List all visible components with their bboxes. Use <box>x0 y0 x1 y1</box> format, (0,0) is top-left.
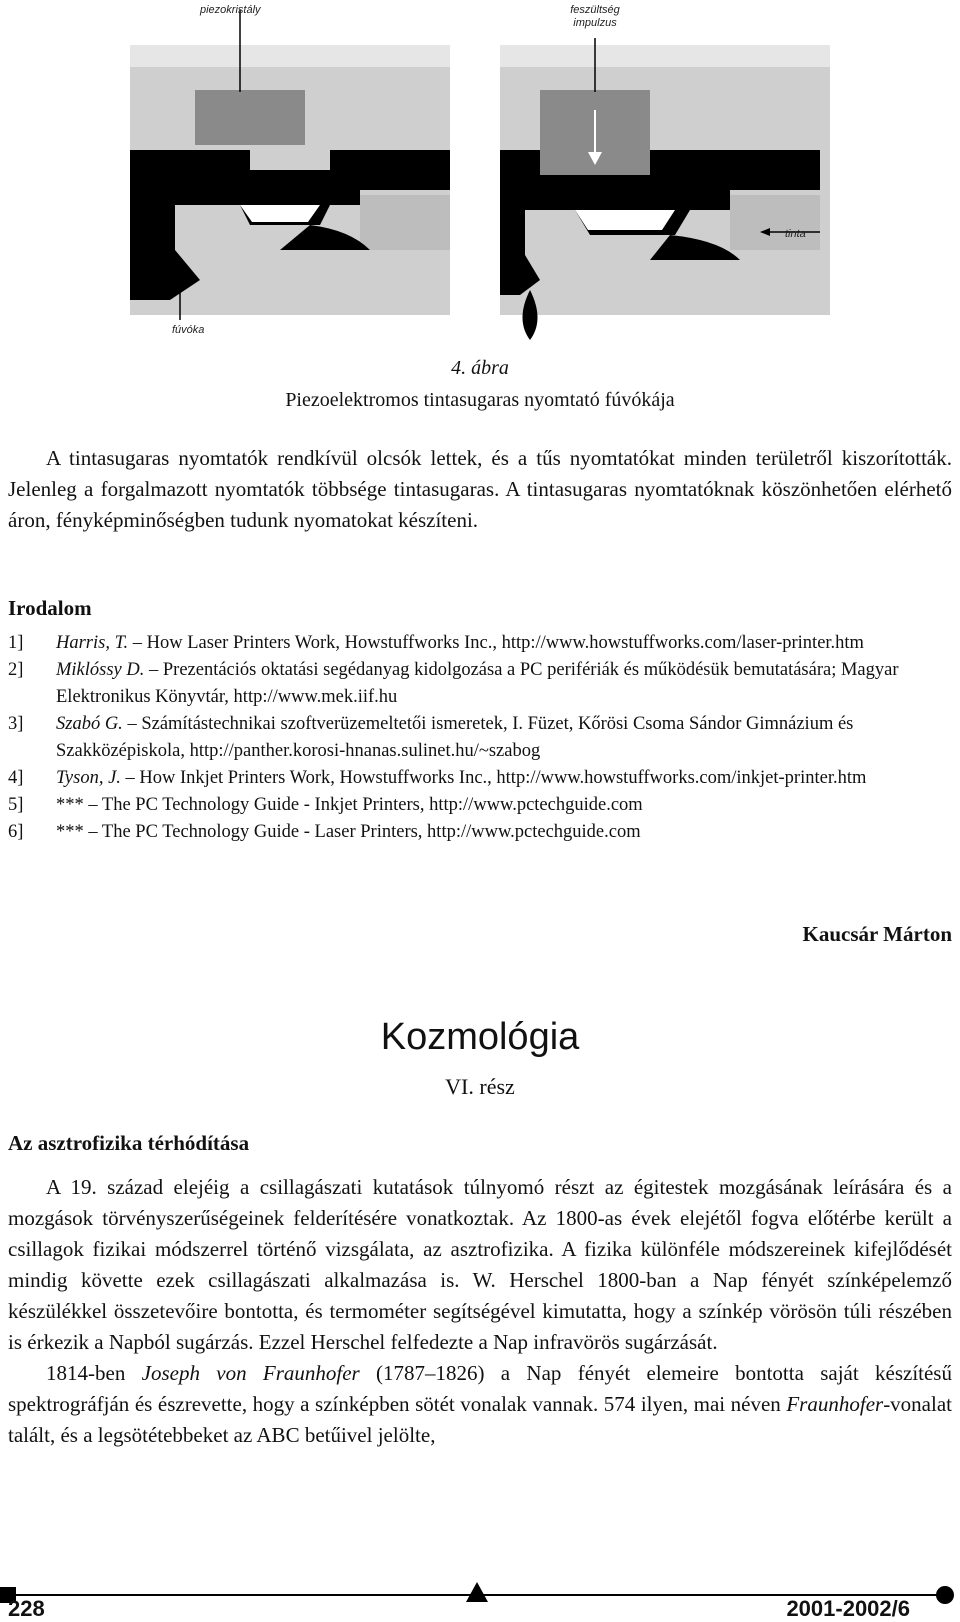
article-title: Kozmológia <box>380 1016 580 1058</box>
label-nozzle: fúvóka <box>172 324 205 336</box>
label-ink: tinta <box>785 228 806 240</box>
reference-item: 3] Szabó G. – Számítástechnikai szoftverüzemeltetői ismeretek, I. Füzet, Kőrösi Csoma Sándor Gimnázium és Szakközépiskola, http://panther.korosi-hnanas.sulinet.hu/~szabog <box>8 714 854 761</box>
section-heading: Az asztrofizika térhódítása <box>8 1131 250 1155</box>
article-paragraph-2: 1814-ben Joseph von Fraunhofer (1787–1826) a Nap fényét elemeire bontotta saját készítésű spektrográfján és észrevette, hogy a színképben sötét vonalak vannak. 574 ilyen, mai néven Fraunhofer-vonalat talált, és a legsötétebbeket az ABC betűivel jelölte, <box>8 1361 952 1447</box>
article-body <box>8 1172 952 1451</box>
reference-item: 6] *** – The PC Technology Guide - Laser Printers, http://www.pctechguide.com <box>8 822 641 842</box>
footer-circle-marker <box>936 1586 954 1604</box>
references-heading: Irodalom <box>8 596 92 620</box>
left-nozzle-diagram <box>130 45 450 320</box>
figure-caption: Piezoelektromos tintasugaras nyomtató fúvókája <box>285 389 675 411</box>
author-signature: Kaucsár Márton <box>802 922 952 946</box>
figure-number: 4. ábra <box>451 357 509 379</box>
right-nozzle-diagram <box>500 45 830 340</box>
piezo-nozzle-figure <box>130 0 850 360</box>
issue-number: 2001-2002/6 <box>786 1596 910 1621</box>
references-list <box>8 630 952 846</box>
label-piezo: piezokristály <box>200 4 261 16</box>
label-voltage-impulse: feszültség impulzus <box>570 4 620 29</box>
intro-paragraph: A tintasugaras nyomtatók rendkívül olcsók lettek, és a tűs nyomtatókat minden területről kiszorították. Jelenleg a forgalmazott nyomtatók többsége tintasugaras. A tintasugaras nyomtatóknak köszönhetően elérhető áron, fényképminőségben tudunk nyomatokat készíteni. <box>8 446 952 532</box>
reference-item: 4] Tyson, J. – How Inkjet Printers Work, Howstuffworks Inc., http://www.howstuffworks.com/inkjet-printer.htm <box>8 768 867 788</box>
page-number: 228 <box>8 1596 45 1621</box>
article-subtitle: VI. rész <box>445 1074 515 1099</box>
reference-item: 5] *** – The PC Technology Guide - Inkjet Printers, http://www.pctechguide.com <box>8 795 643 815</box>
reference-item: 2] Miklóssy D. – Prezentációs oktatási segédanyag kidolgozása a PC perifériák és működésük bemutatására; Magyar Elektronikus Könyvtár, http://www.mek.iif.hu <box>8 660 899 707</box>
footer-triangle-marker <box>466 1582 488 1602</box>
reference-item: 1] Harris, T. – How Laser Printers Work, Howstuffworks Inc., http://www.howstuffworks.com/laser-printer.htm <box>8 633 864 653</box>
article-paragraph-1: A 19. század elejéig a csillagászati kutatások túlnyomó részt az égitestek mozgásának leírására és a mozgások törvényszerűségeinek felderítésére vonatkoztak. Az 1800-as évek elejétől fogva előtérbe került a csillagok fizikai módszerrel történő vizsgálata, az asztrofizika. A fizika különféle módszereinek kifejlődését mindig követte ezek csillagászati alkalmazása is. W. Herschel 1800-ban a Nap fényét színképelemző készülékkel összetevőire bontotta, és termométer segítségével kimutatta, hogy a színkép vörösön túli részében is érkezik a Napból sugárzás. Ezzel Herschel felfedezte a Nap infravörös sugárzását. <box>8 1175 952 1354</box>
